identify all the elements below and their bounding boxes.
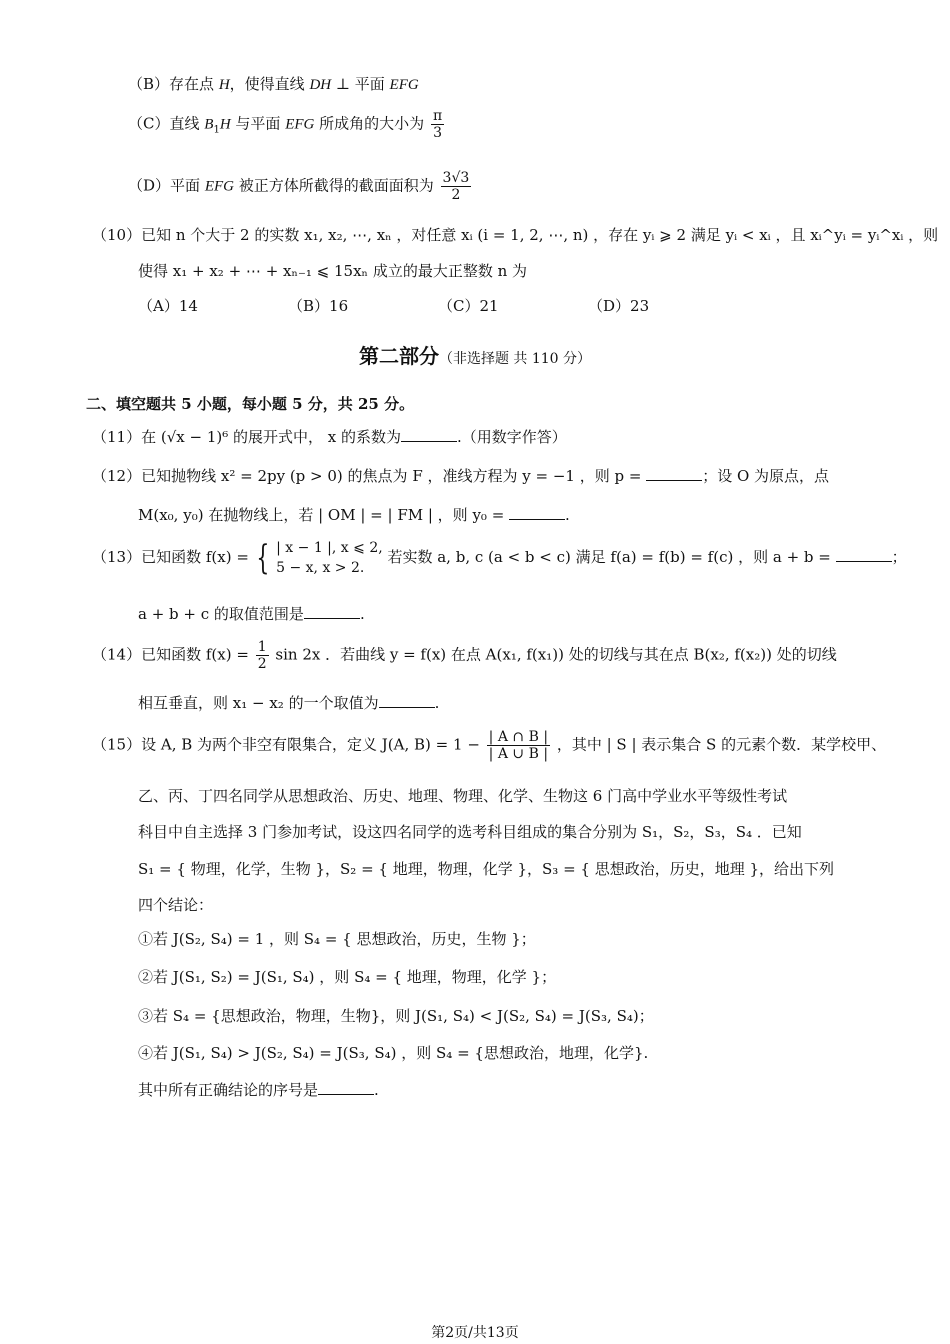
choice-b: （B）16 (288, 297, 349, 315)
fraction-one-half: $\frac{1}{2}$ (257, 639, 267, 672)
choice-c: （C）21 (438, 297, 499, 315)
question-14-line1: （14）已知函数 f(x) = $\frac{1}{2}$ sin 2x ．若曲线 y = f(x) 在点 A(x₁, f(x₁)) 处的切线与其在点 B(x₂, f(x₂)) 处的切线 (92, 639, 837, 672)
fraction-jaccard: $\frac{| A \cap B |}{| A \cup B |}$ (488, 729, 549, 762)
choice-a: （A）14 (138, 297, 198, 315)
answer-blank (509, 505, 565, 520)
option-9b: （B）存在点 H，使得直线 DH ⊥ 平面 EFG (128, 75, 419, 93)
question-11: （11）在 (√x − 1)⁶ 的展开式中， x 的系数为 .（用数字作答） (92, 428, 567, 446)
conclusion-4: ④若 J(S₁, S₄) > J(S₂, S₄) = J(S₃, S₄) ，则 S₄ = {思想政治，地理，化学}. (138, 1044, 649, 1062)
conclusion-1: ①若 J(S₂, S₄) = 1 ，则 S₄ = { 思想政治，历史，生物 }； (138, 930, 536, 948)
answer-blank (318, 1080, 374, 1095)
option-9d: （D）平面 EFG 被正方体所截得的截面面积为 $\frac{3√3}{2}$ (128, 170, 470, 203)
conclusion-2: ②若 J(S₁, S₂) = J(S₁, S₄) ，则 S₄ = { 地理，物理，化学 }； (138, 968, 557, 986)
question-15-final: 其中所有正确结论的序号是 . (138, 1081, 379, 1099)
answer-blank (379, 693, 435, 708)
question-14-line2: 相互垂直，则 x₁ − x₂ 的一个取值为 . (138, 694, 440, 712)
question-13-line1: （13）已知函数 f(x) = { | x − 1 |, x ⩽ 2, 5 − x, x > 2. 若实数 a, b, c (a < b < c) 满足 f(a) = f(b) = f(c) ，则 a + b = ； (92, 538, 907, 578)
conclusion-3: ③若 S₄ = {思想政治，物理，生物}，则 J(S₁, S₄) < J(S₂, S₄) = J(S₃, S₄)； (138, 1007, 654, 1025)
question-15-line5: 四个结论： (138, 896, 214, 914)
question-10-line2: 使得 x₁ + x₂ + ⋯ + xₙ₋₁ ⩽ 15xₙ 成立的最大正整数 n 为 (138, 262, 528, 280)
part-two-title: 第二部分（非选择题 共 110 分） (358, 344, 592, 368)
section-heading: 二、填空题共 5 小题，每小题 5 分，共 25 分。 (86, 395, 415, 413)
piecewise-cases: | x − 1 |, x ⩽ 2, 5 − x, x > 2. (276, 540, 383, 576)
answer-blank (401, 427, 457, 442)
piecewise-brace: { (256, 538, 270, 578)
question-15-line4: S₁ = { 物理，化学，生物 }，S₂ = { 地理，物理，化学 }，S₃ = { 思想政治，历史，地理 }，给出下列 (138, 860, 835, 878)
fraction-pi-over-3: $\frac{\pi}{3}$ (432, 108, 443, 141)
question-10-line1: （10）已知 n 个大于 2 的实数 x₁, x₂, ⋯, xₙ ，对任意 xᵢ (i = 1, 2, ⋯, n) ，存在 yᵢ ⩾ 2 满足 yᵢ < xᵢ ，且 xᵢ^yᵢ = yᵢ^xᵢ ，则 (92, 226, 939, 244)
answer-blank (646, 466, 702, 481)
question-15-line1: （15）设 A, B 为两个非空有限集合，定义 J(A, B) = 1 − $\frac{| A \cap B |}{| A \cup B |}$ ，其中 | S | 表示集合 S 的元素个数．某学校甲、 (92, 729, 887, 762)
option-9c: （C）直线 $B_1H$ 与平面 EFG 所成角的大小为 $\frac{\pi}{3}$ (128, 108, 443, 141)
question-13-line2: a + b + c 的取值范围是 . (138, 605, 365, 623)
question-12-line2: M(x₀, y₀) 在抛物线上，若 | OM | = | FM | ，则 y₀ = . (138, 506, 570, 524)
answer-blank (836, 547, 892, 562)
answer-blank (304, 604, 360, 619)
question-10-choices (138, 296, 738, 316)
choice-d: （D）23 (588, 297, 650, 315)
question-12-line1: （12）已知抛物线 x² = 2py (p > 0) 的焦点为 F ，准线方程为 y = −1 ，则 p = ；设 O 为原点，点 (92, 467, 830, 485)
question-15-line3: 科目中自主选择 3 门参加考试，设这四名同学的选考科目组成的集合分别为 S₁，S₂，S₃，S₄ ．已知 (138, 823, 802, 841)
fraction-3root3-over-2: $\frac{3√3}{2}$ (442, 170, 470, 203)
question-15-line2: 乙、丙、丁四名同学从思想政治、历史、地理、物理、化学、生物这 6 门高中学业水平等级性考试 (138, 787, 788, 805)
page-footer: 第2页/共13页 (431, 1325, 519, 1341)
